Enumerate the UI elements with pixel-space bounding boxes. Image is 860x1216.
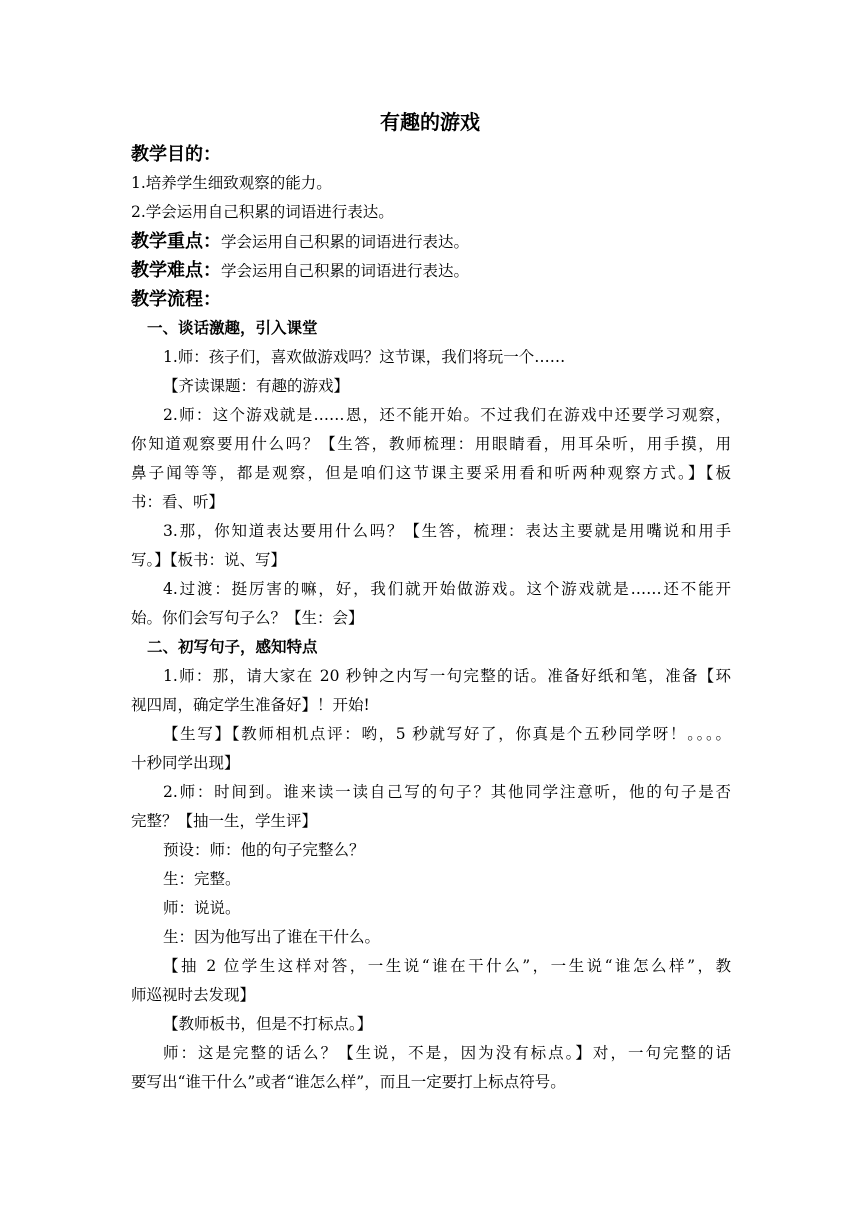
objectives-heading: 教学目的： (131, 144, 221, 165)
paragraph: 【教师板书，但是不打标点。】 (163, 1015, 373, 1033)
focus-text: 学会运用自己积累的词语进行表达。 (221, 233, 470, 251)
focus-heading: 教学重点： (131, 231, 221, 252)
objective-2: 2.学会运用自己积累的词语进行表达。 (131, 203, 394, 221)
paragraph-line: 书：看、听】 (131, 493, 225, 511)
paragraph: 生：完整。 (163, 870, 241, 888)
paragraph-line: 1.师：那，请大家在 20 秒钟之内写一句完整的话。准备好纸和笔，准备【环 (163, 667, 731, 685)
paragraph-line: 要写出“谁干什么”或者“谁怎么样”，而且一定要打上标点符号。 (131, 1073, 566, 1091)
paragraph-line: 十秒同学出现】 (131, 754, 240, 772)
paragraph-line: 始。你们会写句子么？【生：会】 (131, 609, 364, 627)
difficulty-heading: 教学难点： (131, 260, 221, 281)
paragraph-line: 【抽 2 位学生这样对答，一生说“谁在干什么”，一生说“谁怎么样”，教 (163, 957, 731, 975)
focus-line (131, 227, 731, 256)
paragraph-line: 【生写】【教师相机点评：哟，5 秒就写好了，你真是个五秒同学呀！。。。。 (163, 725, 731, 743)
paragraph: 1.师：孩子们，喜欢做游戏吗？这节课，我们将玩一个…… (163, 348, 566, 366)
paragraph-line: 师巡视时去发现】 (131, 986, 256, 1004)
process-heading: 教学流程： (131, 289, 221, 310)
paragraph-line: 师：这是完整的话么？【生说，不是，因为没有标点。】对，一句完整的话 (163, 1044, 731, 1062)
paragraph-line: 鼻子闻等等，都是观察，但是咱们这节课主要采用看和听两种观察方式。】【板 (131, 464, 731, 482)
paragraph-line: 视四周，确定学生准备好】！开始! (131, 696, 370, 714)
paragraph: 师：说说。 (163, 899, 241, 917)
paragraph-line: 3.那，你知道表达要用什么吗？【生答，梳理：表达主要就是用嘴说和用手 (163, 522, 731, 540)
document-body (131, 140, 731, 1097)
paragraph-line: 完整？【抽一生，学生评】 (131, 812, 318, 830)
document-title: 有趣的游戏 (380, 110, 480, 134)
paragraph: 预设：师：他的句子完整么？ (163, 841, 365, 859)
section-2-heading: 二、初写句子，感知特点 (147, 638, 318, 656)
difficulty-text: 学会运用自己积累的词语进行表达。 (221, 262, 470, 280)
objective-1: 1.培养学生细致观察的能力。 (131, 174, 332, 192)
paragraph: 生：因为他写出了谁在干什么。 (163, 928, 381, 946)
difficulty-line (131, 256, 731, 285)
paragraph-line: 写。】【板书：说、写】 (131, 551, 287, 569)
paragraph-line: 2.师：这个游戏就是……恩，还不能开始。不过我们在游戏中还要学习观察， (163, 406, 731, 424)
paragraph: 【齐读课题：有趣的游戏】 (163, 377, 350, 395)
section-1-heading: 一、谈话激趣，引入课堂 (147, 319, 318, 337)
paragraph-line: 2.师：时间到。谁来读一读自己写的句子？其他同学注意听，他的句子是否 (163, 783, 731, 801)
paragraph-line: 你知道观察要用什么吗？【生答，教师梳理：用眼睛看，用耳朵听，用手摸，用 (131, 435, 731, 453)
paragraph-line: 4.过渡：挺厉害的嘛，好，我们就开始做游戏。这个游戏就是……还不能开 (163, 580, 731, 598)
